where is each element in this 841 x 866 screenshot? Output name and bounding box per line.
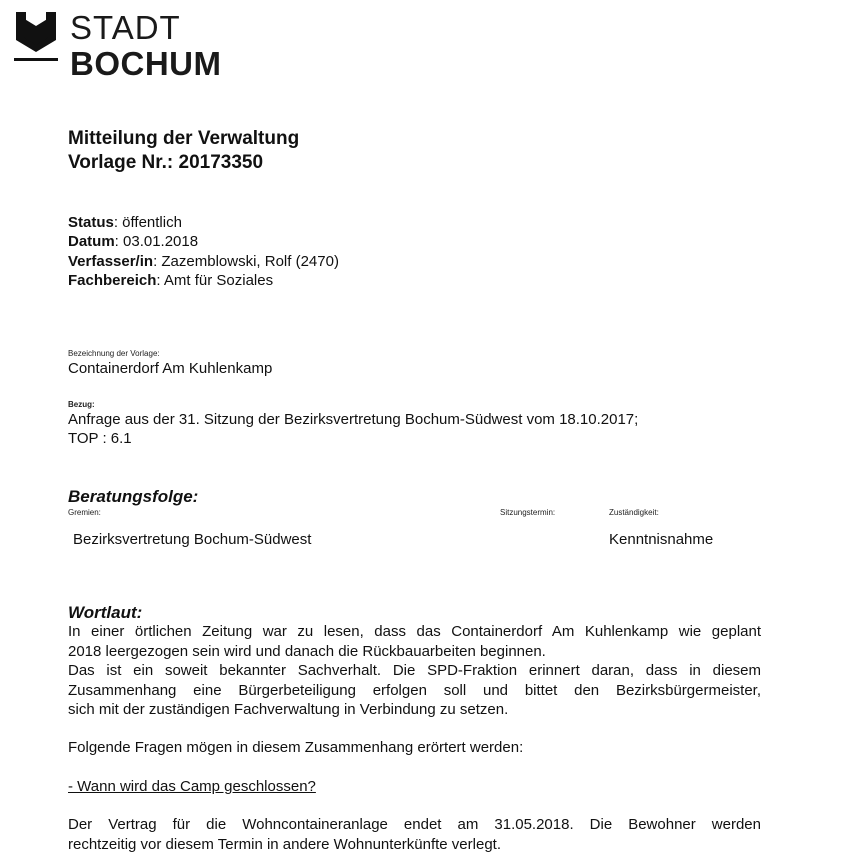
- verfasser-label: Verfasser/in: [68, 253, 154, 270]
- answer-1: [68, 815, 761, 854]
- verfasser-value: : Zazemblowski, Rolf (2470): [153, 253, 339, 270]
- document-title: Mitteilung der Verwaltung: [68, 128, 300, 149]
- shield-book-icon: [14, 10, 58, 68]
- datum-label: Datum: [68, 233, 115, 250]
- col-gremien: Gremien:: [68, 508, 101, 517]
- a1-line-2: rechtzeitig vor diesem Termin in andere Wohnunterkünfte verlegt.: [68, 835, 502, 853]
- bezug-label: Bezug:: [68, 400, 95, 409]
- logo-text-stadt: STADT: [70, 9, 181, 46]
- wortlaut-paragraph-1: [68, 622, 761, 661]
- p2-line-2: Zusammenhang eine Bürgerbeteiligung erfolgen soll und bittet den Bezirksbürgermeister,: [68, 681, 761, 699]
- fachbereich-label: Fachbereich: [68, 272, 157, 289]
- a1-line-1: Der Vertrag für die Wohncontaineranlage endet am 31.05.2018. Die Bewohner werden: [68, 816, 761, 833]
- meta-status: [68, 213, 182, 233]
- datum-value: : 03.01.2018: [114, 233, 199, 250]
- logo-text-bochum: BOCHUM: [70, 45, 222, 82]
- wortlaut-paragraph-3: Folgende Fragen mögen in diesem Zusammenhang erörtert werden:: [68, 739, 524, 756]
- bezeichnung-label: Bezeichnung der Vorlage:: [68, 349, 160, 358]
- p2-line-1: Das ist ein soweit bekannter Sachverhalt. Die SPD-Fraktion erinnert daran, dass in diesem: [68, 662, 761, 679]
- fachbereich-value: : Amt für Soziales: [156, 272, 274, 289]
- status-value: : öffentlich: [113, 214, 182, 231]
- wortlaut-paragraph-2: [68, 661, 761, 720]
- p1-line-2: 2018 leergezogen sein wird und danach die Rückbauarbeiten beginnen.: [68, 642, 546, 660]
- bezeichnung-value: Containerdorf Am Kuhlenkamp: [68, 360, 273, 377]
- row-zustaendigkeit: Kenntnisnahme: [609, 531, 714, 548]
- status-label: Status: [68, 214, 114, 231]
- p2-line-3: sich mit der zuständigen Fachverwaltung in Verbindung zu setzen.: [68, 701, 509, 718]
- beratungsfolge-heading: Beratungsfolge:: [68, 487, 199, 506]
- col-sitzungstermin: Sitzungstermin:: [500, 508, 556, 517]
- question-1: - Wann wird das Camp geschlossen?: [68, 778, 316, 795]
- meta-datum: [68, 232, 198, 252]
- wortlaut-heading: Wortlaut:: [68, 603, 143, 622]
- col-zustaendigkeit: Zuständigkeit:: [609, 508, 659, 517]
- meta-fachbereich: [68, 271, 273, 291]
- p1-line-1: In einer örtlichen Zeitung war zu lesen, dass das Containerdorf Am Kuhlenkamp wie geplant: [68, 623, 761, 640]
- bezug-line-1: Anfrage aus der 31. Sitzung der Bezirksvertretung Bochum-Südwest vom 18.10.2017;: [68, 411, 639, 428]
- stadt-bochum-logo: [14, 8, 244, 86]
- bezug-line-2: TOP : 6.1: [68, 430, 132, 447]
- row-gremium: Bezirksvertretung Bochum-Südwest: [73, 531, 312, 548]
- vorlage-number: Vorlage Nr.: 20173350: [68, 152, 264, 173]
- meta-verfasser: [68, 252, 339, 272]
